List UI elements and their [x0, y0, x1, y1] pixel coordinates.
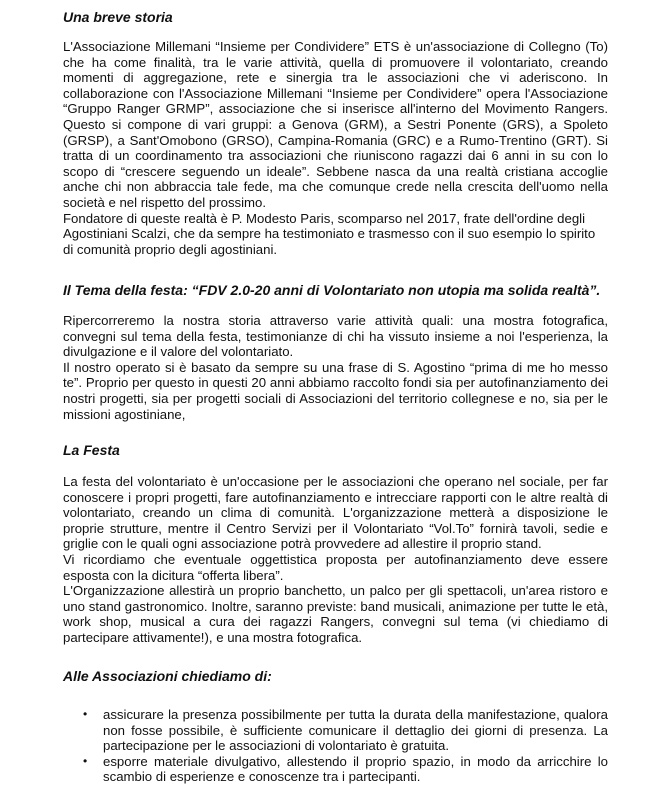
requests-list [83, 707, 608, 785]
paragraph-storia-2: Fondatore di queste realtà è P. Modesto Paris, scomparso nel 2017, frate dell'ordine degli Agostiniani Scalzi, che da sempre ha testimoniato e trasmesso con il suo esempio lo spirito di comunità proprio degli agostiniani. [63, 210, 596, 257]
list-item-text: assicurare la presenza possibilmente per tutta la durata della manifestazione, qualora non fosse possibile, è sufficiente comunicare il dettaglio dei giorni di presenza. La partecipazione per le associazioni di volontariato è gratuita. [103, 707, 608, 754]
paragraph-storia-1: L'Associazione Millemani “Insieme per Condividere” ETS è un'associazione di Collegno (To) che ha come finalità, tra le varie attività, quella di promuovere il volontariato, creando momenti di aggregazione, rete e sinergia tra le associazioni che vi aderiscono. In collaborazione con l'Associazione Millemani “Insieme per Condividere” opera l'Associazione “Gruppo Ranger GRMP”, associazione che si inserisce all'interno del Movimento Rangers. Questo si compone di vari gruppi: a Genova (GRM), a Sestri Ponente (GRS), a Spoleto (GRSP), a Sant'Omobono (GRSO), Campina-Romania (GRC) e a Rumo-Trentino (GRT). Si tratta di un coordinamento tra associazioni che riuniscono ragazzi dai 6 anni in su con lo scopo di “crescere seguendo un ideale”. Sebbene nasca da una realtà cristiana accoglie anche chi non abbraccia tale fede, ma che comunque crede nella crescita dell'uomo nella società e nel rispetto del prossimo. [63, 39, 608, 210]
paragraph-tema-2: Il nostro operato si è basato da sempre su una frase di S. Agostino “prima di me ho messo te”. Proprio per questo in questi 20 anni abbiamo raccolto fondi sia per autofinanziamento dei nostri progetti, sia per progetti sociali di Associazioni del territorio collegnese e no, sia per le missioni agostiniane, [63, 359, 608, 422]
section-breve-storia [63, 39, 608, 257]
paragraph-tema-1: Ripercorreremo la nostra storia attraverso varie attività quali: una mostra fotografica, convegni sul tema della festa, testimonianze di chi ha vissuto insieme a noi l'esperienza, la divulgazione e il valore del volontariato. [63, 313, 608, 360]
list-item [83, 707, 608, 754]
heading-breve-storia: Una breve storia [63, 9, 173, 25]
paragraph-festa-2: Vi ricordiamo che eventuale oggettistica proposta per autofinanziamento deve essere esposta con la dicitura “offerta libera”. [63, 551, 608, 583]
heading-tema-festa: Il Tema della festa: “FDV 2.0-20 anni di Volontariato non utopia ma solida realtà”. [63, 282, 601, 298]
section-tema-festa [63, 313, 608, 422]
paragraph-festa-3: L'Organizzazione allestirà un proprio banchetto, un palco per gli spettacoli, un'area ristoro e uno stand gastronomico. Inoltre, saranno previste: band musicali, animazione per tutte le età, work shop, musical a cura dei ragazzi Rangers, convegni sul tema (vi chiediamo di partecipare attivamente!), e una mostra fotografica. [63, 583, 608, 645]
section-la-festa [63, 474, 608, 646]
heading-alle-associazioni: Alle Associazioni chiediamo di: [63, 668, 272, 684]
bullet-icon: • [83, 707, 88, 721]
list-item-text: esporre materiale divulgativo, allestendo il proprio spazio, in modo da arricchire lo scambio di esperienze e conoscenze tra i partecipanti. [103, 753, 608, 785]
bullet-icon: • [83, 753, 88, 768]
heading-la-festa: La Festa [63, 442, 120, 458]
list-item [83, 754, 608, 785]
paragraph-festa-1: La festa del volontariato è un'occasione per le associazioni che operano nel sociale, per far conoscere i propri progetti, fare autofinanziamento e intrecciare rapporti con le altre realtà di volontariato, creando un clima di comunità. L'organizzazione metterà a disposizione le proprie strutture, mentre il Centro Servizi per il Volontariato “Vol.To” fornirà tavoli, sedie e griglie con le quali ogni associazione potrà provvedere ad allestire il proprio stand. [63, 474, 608, 552]
